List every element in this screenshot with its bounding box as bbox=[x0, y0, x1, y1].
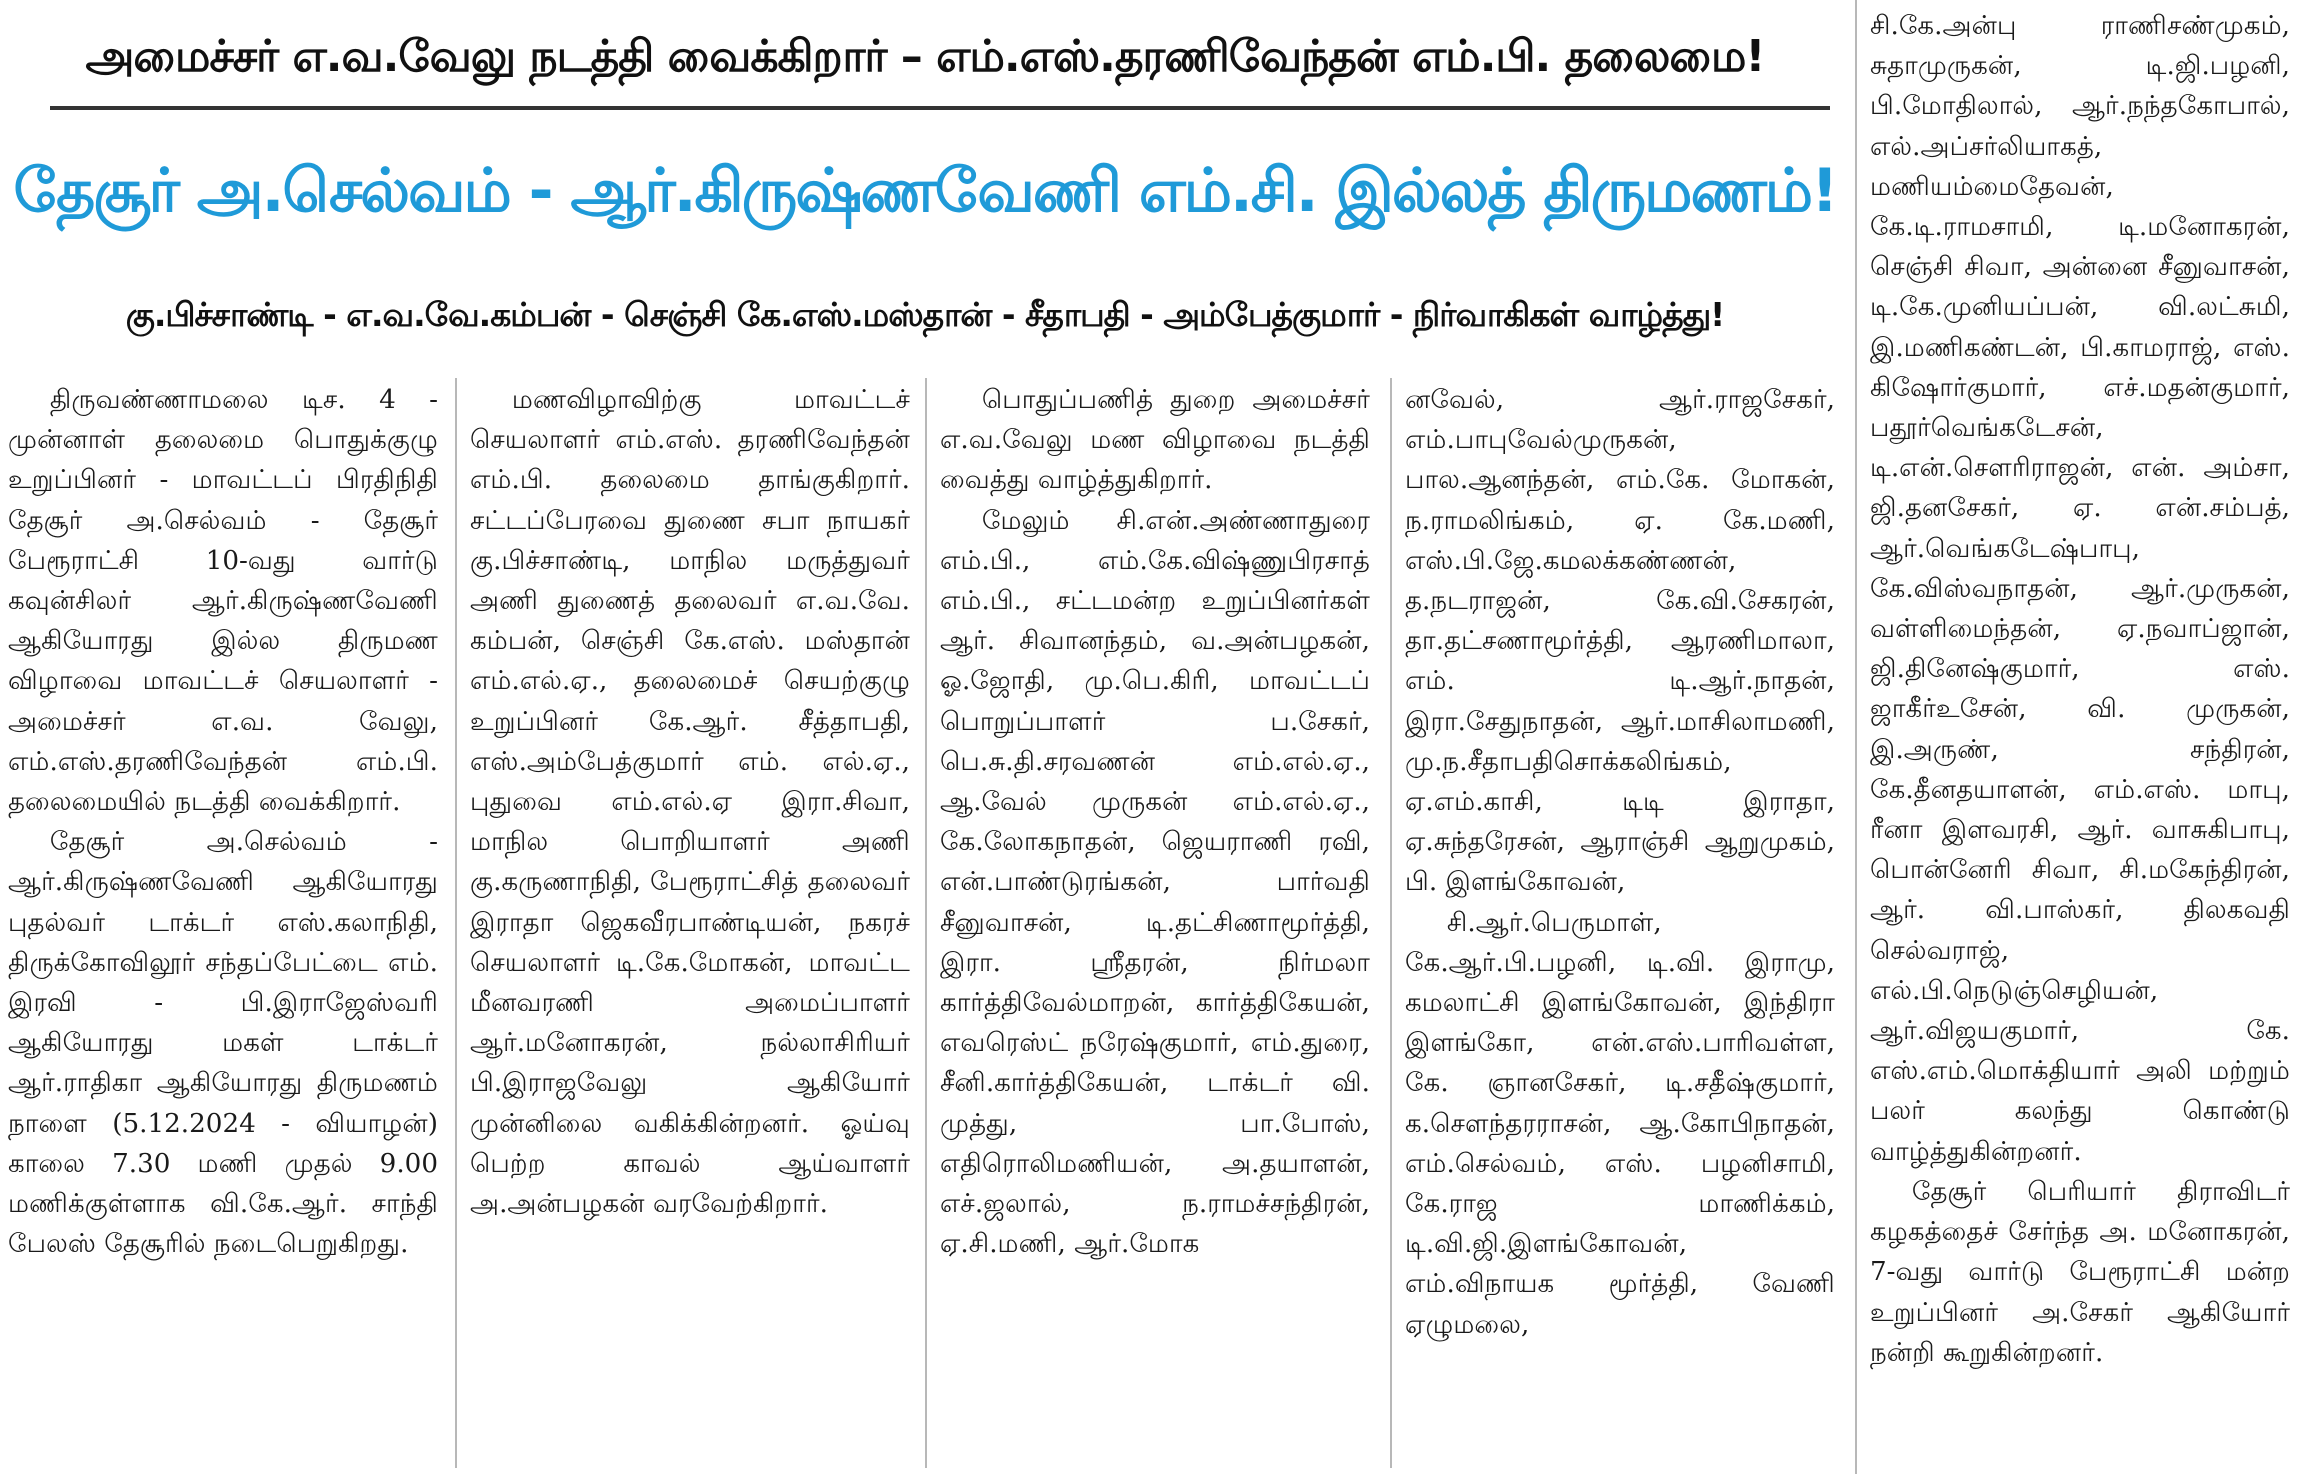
kicker-headline: அமைச்சர் எ.வ.வேலு நடத்தி வைக்கிறார் – எம்.எஸ்.தரணிவேந்தன் எம்.பி. தலைமை! bbox=[85, 31, 1765, 82]
main-headline: தேசூர் அ.செல்வம் - ஆர்.கிருஷ்ணவேணி எம்.சி. இல்லத் திருமணம்! bbox=[13, 156, 1837, 226]
article-paragraph: பொதுப்பணித் துறை அமைச்சர் எ.வ.வேலு மண விழாவை நடத்தி வைத்து வாழ்த்துகிறார். bbox=[940, 385, 1370, 496]
sub-headline: கு.பிச்சாண்டி - எ.வ.வே.கம்பன் - செஞ்சி கே.எஸ்.மஸ்தான் - சீதாபதி - அம்பேத்குமார் - நிர்வாகிகள் வாழ்த்து! bbox=[125, 295, 1725, 334]
article-paragraph: தேசூர் பெரியார் திராவிடர் கழகத்தைச் சேர்ந்த அ. மனோகரன், 7-வது வார்டு பேரூராட்சி மன்ற உறுப்பினர் அ.சேகர் ஆகியோர் நன்றி கூறுகின்றனர். bbox=[1870, 1176, 2290, 1368]
article-column-3 bbox=[940, 380, 1370, 1264]
article-paragraph: தேசூர் அ.செல்வம் - ஆர்.கிருஷ்ணவேணி ஆகியோரது புதல்வர் டாக்டர் எஸ்.கலாநிதி, திருக்கோவிலூர் சந்தப்பேட்டை எம். இரவி - பி.இராஜேஸ்வரி ஆகியோரது மகள் டாக்டர் ஆர்.ராதிகா ஆகியோரது திருமணம் நாளை (5.12.2024 - வியாழன்) காலை 7.30 மணி முதல் 9.00 மணிக்குள்ளாக வி.கே.ஆர். சாந்தி பேலஸ் தேசூரில் நடைபெறுகிறது. bbox=[8, 827, 438, 1260]
column-divider bbox=[1855, 0, 1857, 1474]
column-divider bbox=[925, 378, 927, 1468]
article-paragraph: மேலும் சி.என்.அண்ணாதுரை எம்.பி., எம்.கே.விஷ்ணுபிரசாத் எம்.பி., சட்டமன்ற உறுப்பினர்கள் ஆர். சிவானந்தம், வ.அன்பழகன், ஓ.ஜோதி, மு.பெ.கிரி, மாவட்டப் பொறுப்பாளர் ப.சேகர், பெ.சு.தி.சரவணன் எம்.எல்.ஏ., ஆ.வேல் முருகன் எம்.எல்.ஏ., கே.லோகநாதன், ஜெயராணி ரவி, என்.பாண்டுரங்கன், பார்வதி சீனுவாசன், டி.தட்சிணாமூர்த்தி, இரா. ஸ்ரீதரன், நிர்மலா கார்த்திவேல்மாறன், கார்த்திகேயன், எவரெஸ்ட் நரேஷ்குமார், எம்.துரை, சீனி.கார்த்திகேயன், டாக்டர் வி. முத்து, பா.போஸ், எதிரொலிமணியன், அ.தயாளன், எச்.ஜலால், ந.ராமச்சந்திரன், ஏ.சி.மணி, ஆர்.மோக bbox=[940, 505, 1370, 1260]
article-paragraph: மணவிழாவிற்கு மாவட்டச் செயலாளர் எம்.எஸ். தரணிவேந்தன் எம்.பி. தலைமை தாங்குகிறார். சட்டப்பேரவை துணை சபா நாயகர் கு.பிச்சாண்டி, மாநில மருத்துவர் அணி துணைத் தலைவர் எ.வ.வே. கம்பன், செஞ்சி கே.எஸ். மஸ்தான் எம்.எல்.ஏ., தலைமைச் செயற்குழு உறுப்பினர் கே.ஆர். சீத்தாபதி, எஸ்.அம்பேத்குமார் எம். எல்.ஏ., புதுவை எம்.எல்.ஏ இரா.சிவா, மாநில பொறியாளர் அணி கு.கருணாநிதி, பேரூராட்சித் தலைவர் இராதா ஜெகவீரபாண்டியன், நகரச் செயலாளர் டி.கே.மோகன், மாவட்ட மீனவரணி அமைப்பாளர் ஆர்.மனோகரன், நல்லாசிரியர் பி.இராஜவேலு ஆகியோர் முன்னிலை வகிக்கின்றனர். ஓய்வு பெற்ற காவல் ஆய்வாளர் அ.அன்பழகன் வரவேற்கிறார். bbox=[470, 385, 910, 1220]
column-divider bbox=[455, 378, 457, 1468]
article-paragraph: சி.கே.அன்பு ராணிசண்முகம், சுதாமுருகன், டி.ஜி.பழனி, பி.மோதிலால், ஆர்.நந்தகோபால், எல்.அப்சர்லியாகத், மணியம்மைதேவன், கே.டி.ராமசாமி, டி.மனோகரன், செஞ்சி சிவா, அன்னை சீனுவாசன், டி.கே.முனியப்பன், வி.லட்சுமி, இ.மணிகண்டன், பி.காமராஜ், எஸ். கிஷோர்குமார், எச்.மதன்குமார், பதூர்வெங்கடேசன், டி.என்.சௌரிராஜன், என். அம்சா, ஜி.தனசேகர், ஏ. என்.சம்பத், ஆர்.வெங்கடேஷ்பாபு, கே.விஸ்வநாதன், ஆர்.முருகன், வள்ளிமைந்தன், ஏ.நவாப்ஜான், ஜி.தினேஷ்குமார், எஸ். ஜாகீர்உசேன், வி. முருகன், இ.அருண், சந்திரன், கே.தீனதயாளன், எம்.எஸ். மாபு, ரீனா இளவரசி, ஆர். வாசுகிபாபு, பொன்னேரி சிவா, சி.மகேந்திரன், ஆர். வி.பாஸ்கர், திலகவதி செல்வராஜ், எல்.பி.நெடுஞ்செழியன், ஆர்.விஜயகுமார், கே. எஸ்.எம்.மொக்தியார் அலி மற்றும் பலர் கலந்து கொண்டு வாழ்த்துகின்றனர். bbox=[1870, 11, 2290, 1167]
article-column-2 bbox=[470, 380, 910, 1224]
article-column-5 bbox=[1870, 6, 2290, 1373]
article-paragraph: னவேல், ஆர்.ராஜசேகர், எம்.பாபுவேல்முருகன், பால.ஆனந்தன், எம்.கே. மோகன், ந.ராமலிங்கம், ஏ. கே.மணி, எஸ்.பி.ஜே.கமலக்கண்ணன், த.நடராஜன், கே.வி.சேகரன், தா.தட்சணாமூர்த்தி, ஆரணிமாலா, எம். டி.ஆர்.நாதன், இரா.சேதுநாதன், ஆர்.மாசிலாமணி, மு.ந.சீதாபதிசொக்கலிங்கம், ஏ.எம்.காசி, டிடி இராதா, ஏ.சுந்தரேசன், ஆராஞ்சி ஆறுமுகம், பி. இளங்கோவன், bbox=[1405, 385, 1835, 898]
headline-area bbox=[0, 0, 1850, 360]
article-paragraph: சி.ஆர்.பெருமாள், கே.ஆர்.பி.பழனி, டி.வி. இராமு, கமலாட்சி இளங்கோவன், இந்திரா இளங்கோ, என்.எஸ்.பாரிவள்ள, கே. ஞானசேகர், டி.சதீஷ்குமார், க.சௌந்தரராசன், ஆ.கோபிநாதன், எம்.செல்வம், எஸ். பழனிசாமி, கே.ராஜ மாணிக்கம், டி.வி.ஜி.இளங்கோவன், எம்.விநாயக மூர்த்தி, வேணி ஏழுமலை, bbox=[1405, 907, 1835, 1340]
article-column-4 bbox=[1405, 380, 1835, 1345]
article-paragraph: திருவண்ணாமலை டிச. 4 - முன்னாள் தலைமை பொதுக்குழு உறுப்பினர் - மாவட்டப் பிரதிநிதி தேசூர் அ.செல்வம் - தேசூர் பேரூராட்சி 10-வது வார்டு கவுன்சிலர் ஆர்.கிருஷ்ணவேணி ஆகியோரது இல்ல திருமண விழாவை மாவட்டச் செயலாளர் - அமைச்சர் எ.வ. வேலு, எம்.எஸ்.தரணிவேந்தன் எம்.பி. தலைமையில் நடத்தி வைக்கிறார். bbox=[8, 385, 438, 818]
headline-rule bbox=[50, 106, 1830, 110]
column-divider bbox=[1390, 378, 1392, 1468]
article-column-1 bbox=[8, 380, 438, 1264]
